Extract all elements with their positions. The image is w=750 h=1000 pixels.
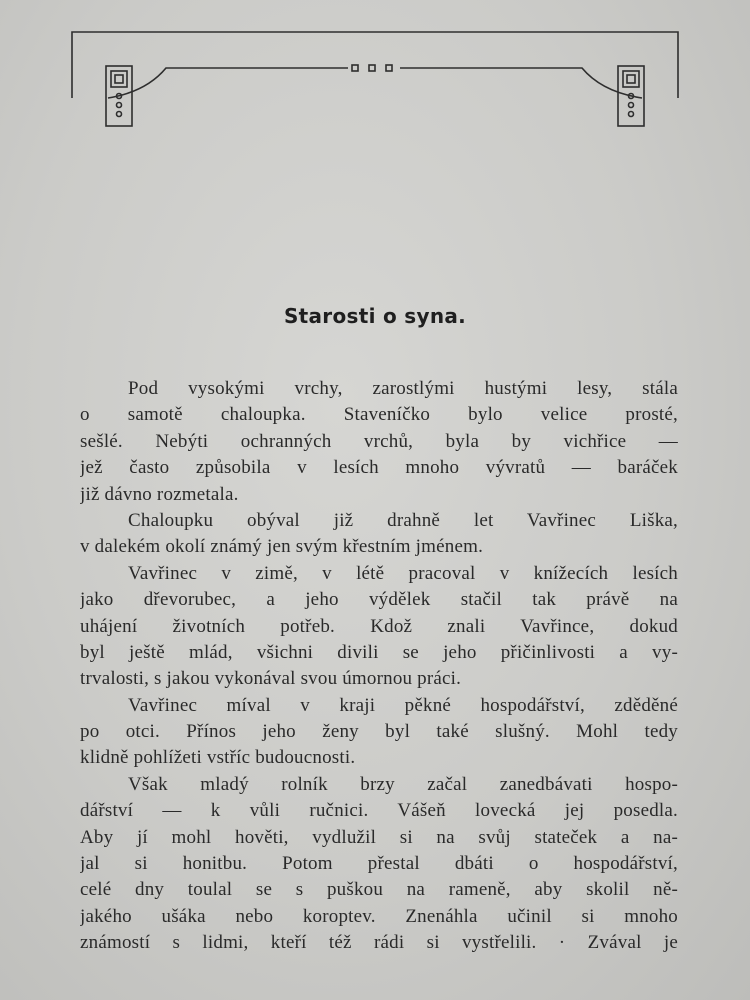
text-line: byl ještě mlád, všichni divili se jeho přičinlivosti a vy- [80, 641, 678, 663]
paragraph [80, 693, 678, 772]
text-line: jako dřevorubec, a jeho výdělek stačil tak právě na [80, 589, 678, 611]
body-text [80, 376, 678, 957]
text-line: Pod vysokými vrchy, zarostlými hustými lesy, stála [128, 378, 678, 399]
text-line: jakého ušáka nebo koroptev. Znenáhla učinil si mnoho [80, 905, 678, 927]
text-line: Vavřinec v zimě, v létě pracoval v knížecích lesích [128, 562, 678, 584]
chapter-title: Starosti o syna. [283, 304, 467, 328]
text-line: v dalekém okolí známý jen svým křestním jménem. [80, 536, 484, 558]
text-line: Aby jí mohl hověti, vydlužil si na svůj stateček a na- [80, 826, 678, 848]
text-line: celé dny toulal se s puškou na rameně, aby skolil ně- [80, 879, 678, 901]
text-line: známostí s lidmi, kteří též rádi si vystřelili. · Zvával je [80, 932, 678, 954]
text-line: jež často způsobila v lesích mnoho vývratů — baráček [80, 457, 678, 479]
text-line: Však mladý rolník brzy začal zanedbávati hospo- [128, 773, 678, 795]
header-ornament [66, 28, 684, 138]
text-line: jal si honitbu. Potom přestal dbáti o hospodářství, [80, 853, 678, 875]
text-line: klidně pohlížeti vstříc budoucnosti. [80, 747, 356, 769]
text-line: sešlé. Nebýti ochranných vrchů, byla by vichřice — [80, 430, 678, 452]
text-line: po otci. Přínos jeho ženy byl také slušný. Mohl tedy [80, 721, 678, 743]
text-line: Chaloupku obýval již drahně let Vavřinec Liška, [128, 509, 678, 531]
text-line: trvalosti, s jakou vykonával svou úmornou práci. [80, 668, 462, 690]
paragraph [80, 376, 678, 508]
text-line: dářství — k vůli ručnici. Vášeň lovecká jej posedla. [80, 800, 678, 822]
text-line: Vavřinec míval v kraji pěkné hospodářství, zděděné [128, 694, 678, 716]
paragraph [80, 508, 678, 561]
text-line: o samotě chaloupka. Staveníčko bylo velice prosté, [80, 404, 678, 426]
text-line: již dávno rozmetala. [80, 483, 239, 505]
text-line: uhájení životních potřeb. Kdož znali Vavřince, dokud [80, 615, 678, 637]
paragraph [80, 772, 678, 957]
paragraph [80, 561, 678, 693]
